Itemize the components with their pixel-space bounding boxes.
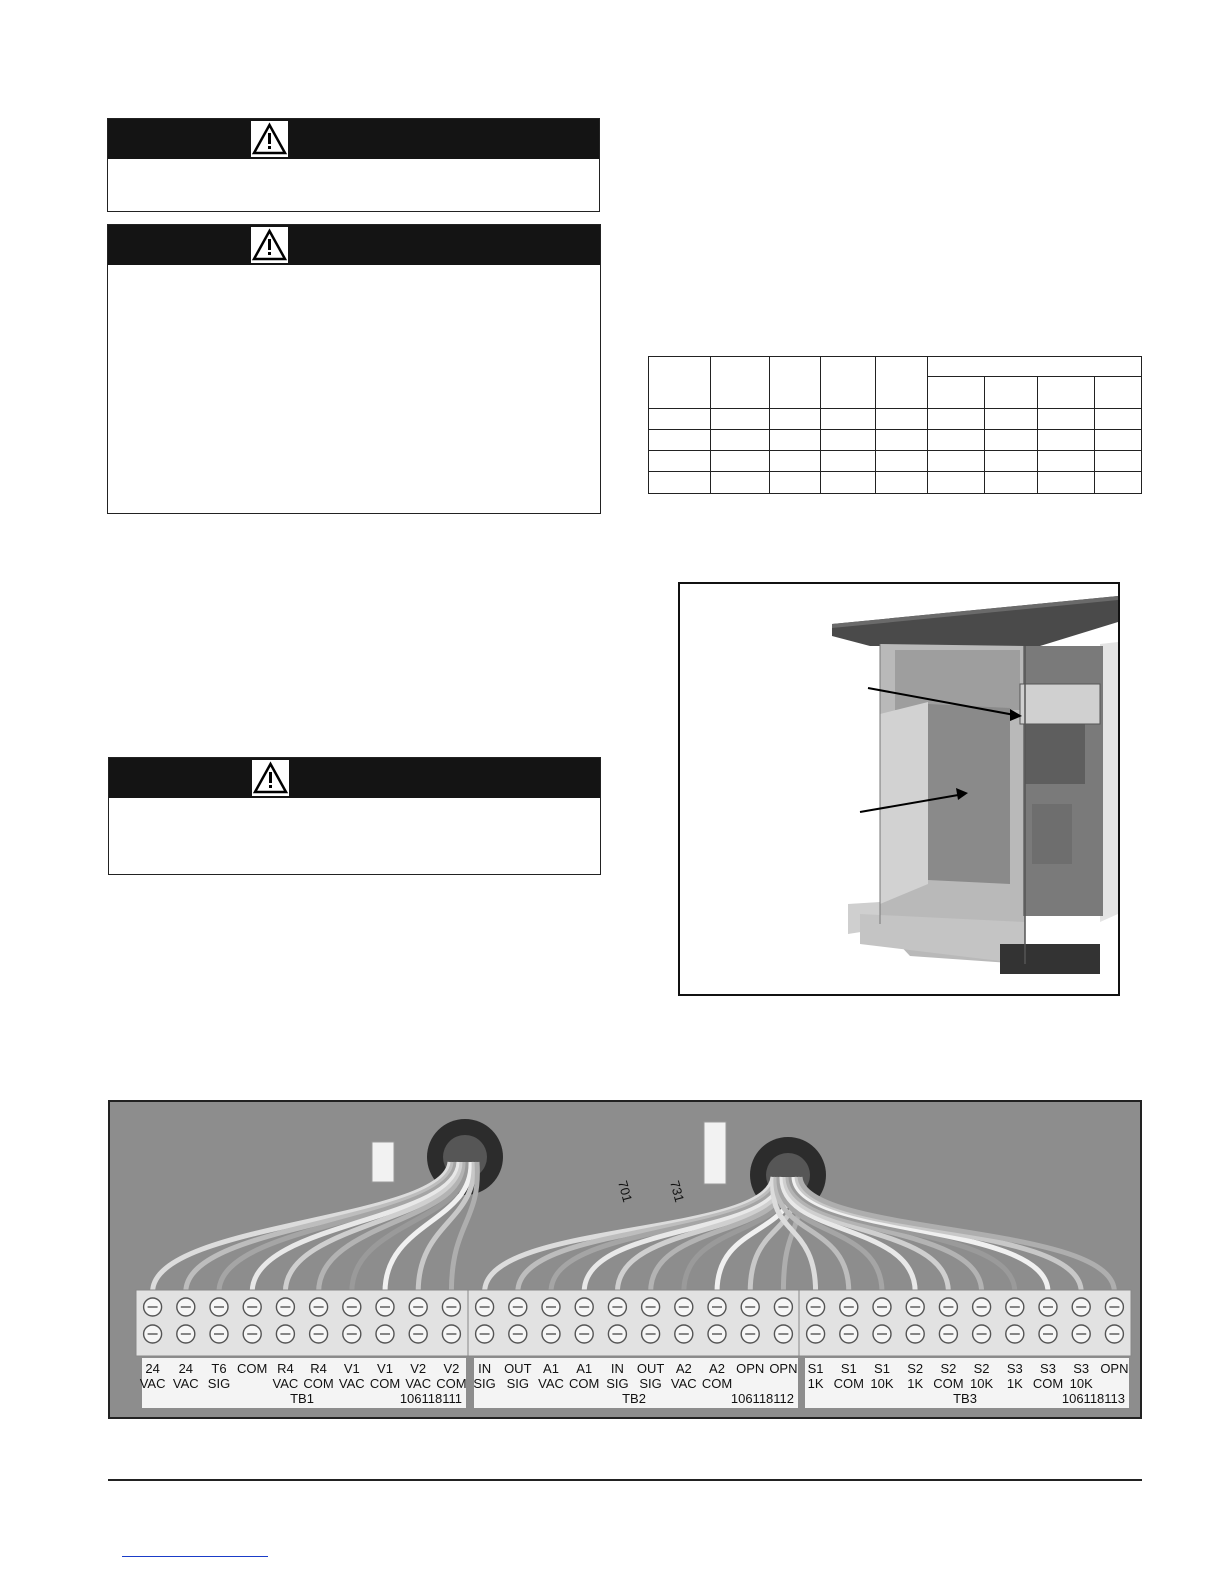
terminal-label-top: V2: [410, 1361, 427, 1376]
table-header-cell: [711, 357, 770, 409]
terminal-strip-name: TB2: [622, 1391, 646, 1406]
terminal-label-bottom: 10K: [970, 1376, 994, 1391]
terminal-label-top: T6: [211, 1361, 227, 1376]
table-header-cell: [821, 357, 876, 409]
terminal-label-bottom: SIG: [207, 1376, 231, 1391]
terminal-label-top: OUT: [504, 1361, 532, 1376]
terminal-label-top: OPN: [1100, 1361, 1129, 1376]
terminal-label-top: OPN: [769, 1361, 798, 1376]
table-row: [649, 472, 1142, 494]
terminal-label-top: IN: [478, 1361, 492, 1376]
warning-box-2: [107, 224, 601, 514]
warning-header-bar: [108, 119, 599, 159]
warning-box-3: [108, 757, 601, 875]
terminal-label-top: S1: [807, 1361, 824, 1376]
warning-triangle-icon: [251, 121, 288, 157]
table-subheader-cell: [1095, 377, 1142, 409]
footer-rule: [108, 1479, 1142, 1481]
warning-header-bar: [108, 225, 600, 265]
terminal-label-bottom: 10K: [1069, 1376, 1093, 1391]
specification-table: [648, 356, 1142, 494]
footer-link[interactable]: [122, 1556, 268, 1557]
terminal-label-bottom: COM: [701, 1376, 733, 1391]
warning-triangle-icon: [251, 227, 288, 263]
terminal-label-top: OUT: [636, 1361, 665, 1376]
wire-label: 701: [615, 1178, 636, 1204]
terminal-label-bottom: VAC: [670, 1376, 697, 1391]
warning-box-1: [107, 118, 600, 212]
terminal-label-bottom: COM: [303, 1376, 334, 1391]
terminal-strip-photo: [108, 1100, 1142, 1419]
terminal-label-bottom: VAC: [172, 1376, 199, 1391]
terminal-label-bottom: 1K: [1006, 1376, 1023, 1391]
terminal-label-top: S3: [1073, 1361, 1090, 1376]
table-row: [649, 409, 1142, 430]
terminal-label-top: A2: [709, 1361, 725, 1376]
terminal-label-bottom: VAC: [272, 1376, 299, 1391]
terminal-label-top: R4: [310, 1361, 327, 1376]
terminal-label-bottom: 1K: [807, 1376, 824, 1391]
terminal-label-bottom: 10K: [870, 1376, 894, 1391]
unit-cabinet-figure: [678, 582, 1120, 996]
table-subheader-cell: [1038, 377, 1095, 409]
terminal-strip-illustration: [110, 1102, 1140, 1417]
terminal-label-bottom: COM: [1032, 1376, 1064, 1391]
table-group-header: [928, 357, 1142, 377]
terminal-label-bottom: VAC: [405, 1376, 432, 1391]
terminal-strip-part-number: 106118111: [399, 1391, 462, 1406]
terminal-label-top: V2: [443, 1361, 460, 1376]
terminal-label-bottom: COM: [569, 1376, 600, 1391]
terminal-strip-part-number: 106118112: [730, 1391, 794, 1406]
terminal-label-top: IN: [610, 1361, 624, 1376]
warning-triangle-icon: [252, 760, 289, 796]
terminal-label-top: 24: [178, 1361, 194, 1376]
terminal-label-top: S3: [1006, 1361, 1023, 1376]
terminal-label-top: S1: [840, 1361, 857, 1376]
terminal-label-top: R4: [277, 1361, 294, 1376]
terminal-label-top: COM: [237, 1361, 268, 1376]
table-subheader-cell: [985, 377, 1038, 409]
terminal-label-bottom: SIG: [639, 1376, 662, 1391]
terminal-label-bottom: COM: [369, 1376, 401, 1391]
terminal-label-bottom: VAC: [538, 1376, 564, 1391]
terminal-label-top: OPN: [736, 1361, 765, 1376]
table-subheader-cell: [928, 377, 985, 409]
terminal-label-top: S2: [907, 1361, 924, 1376]
terminal-label-bottom: VAC: [139, 1376, 166, 1391]
terminal-label-bottom: COM: [833, 1376, 864, 1391]
terminal-label-top: 24: [145, 1361, 160, 1376]
terminal-label-top: S2: [973, 1361, 990, 1376]
terminal-label-top: V1: [377, 1361, 393, 1376]
terminal-label-top: A2: [675, 1361, 692, 1376]
terminal-label-top: V1: [343, 1361, 360, 1376]
warning-header-bar: [109, 758, 600, 798]
table-row: [649, 430, 1142, 451]
terminal-strip-part-number: 106118113: [1061, 1391, 1125, 1406]
terminal-label-top: A1: [576, 1361, 593, 1376]
unit-cabinet-illustration: [680, 584, 1118, 994]
terminal-label-bottom: VAC: [338, 1376, 365, 1391]
terminal-label-bottom: SIG: [473, 1376, 496, 1391]
wire-label: 731: [667, 1178, 688, 1204]
terminal-strip-name: TB1: [290, 1391, 314, 1406]
terminal-label-bottom: SIG: [606, 1376, 629, 1391]
terminal-label-bottom: 1K: [907, 1376, 924, 1391]
terminal-label-bottom: COM: [436, 1376, 467, 1391]
table-header-cell: [649, 357, 711, 409]
table-header-cell: [876, 357, 928, 409]
terminal-label-bottom: SIG: [506, 1376, 530, 1391]
terminal-label-bottom: COM: [933, 1376, 964, 1391]
terminal-label-top: S3: [1040, 1361, 1056, 1376]
terminal-label-top: A1: [543, 1361, 559, 1376]
terminal-label-top: S2: [940, 1361, 957, 1376]
terminal-label-top: S1: [874, 1361, 890, 1376]
terminal-strip-name: TB3: [953, 1391, 977, 1406]
table-row: [649, 451, 1142, 472]
table-header-cell: [770, 357, 821, 409]
